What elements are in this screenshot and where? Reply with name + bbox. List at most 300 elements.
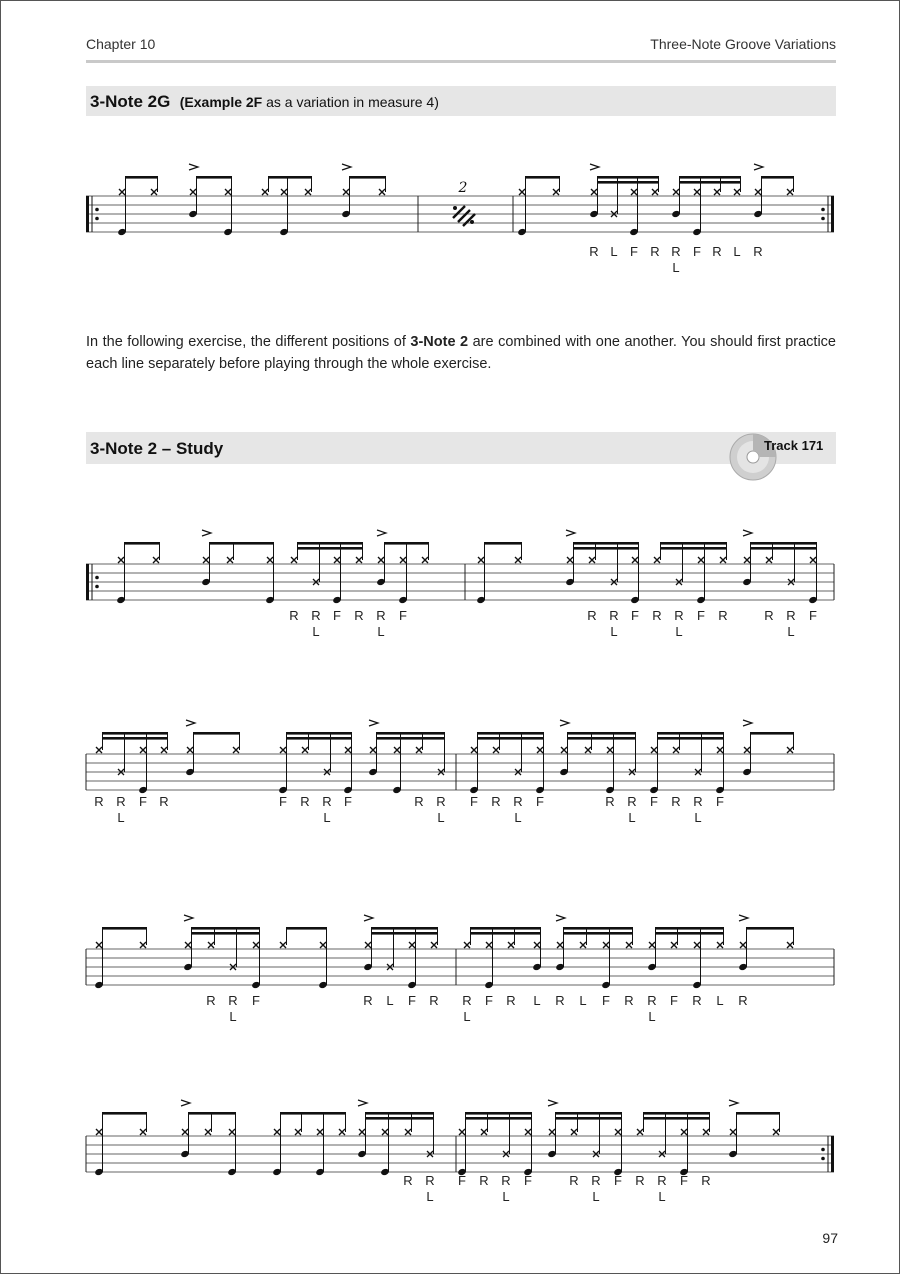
- hihat-note: [359, 1129, 365, 1135]
- study-heading-band: [86, 432, 836, 464]
- beam: [747, 927, 794, 930]
- hihat-note: [571, 1129, 577, 1135]
- sticking-letter: R: [569, 1173, 579, 1188]
- hihat-note: [161, 747, 167, 753]
- hihat-note: [773, 1129, 779, 1135]
- hihat-note: [233, 747, 239, 753]
- sticking-letter: F: [670, 993, 678, 1008]
- accent-mark: [560, 720, 569, 726]
- hihat-note: [787, 189, 793, 195]
- sticking-letter: R: [228, 993, 238, 1008]
- repeat-dot: [821, 208, 825, 212]
- sticking-letter: R: [462, 993, 472, 1008]
- hihat-note: [96, 942, 102, 948]
- hihat-note: [681, 1129, 687, 1135]
- sticking-letter: R: [363, 993, 373, 1008]
- repeat-dot: [821, 217, 825, 221]
- hihat-note: [755, 189, 761, 195]
- sticking-letter: F: [333, 608, 341, 623]
- beam: [598, 176, 659, 179]
- beam: [478, 737, 544, 740]
- hihat-note: [534, 942, 540, 948]
- beamed-note-group: [671, 176, 740, 236]
- hihat-note: [744, 747, 750, 753]
- hihat-note: [190, 189, 196, 195]
- hihat-note: [291, 557, 297, 563]
- beamed-note-group: [753, 164, 793, 218]
- beam: [281, 1112, 346, 1115]
- beam: [661, 547, 727, 550]
- sticking-letter-lower: L: [312, 624, 320, 639]
- beamed-note-group: [357, 1100, 433, 1176]
- sticking-letter: R: [738, 993, 748, 1008]
- repeat-count: 2: [458, 180, 468, 196]
- repeat-dot: [470, 220, 474, 224]
- hihat-note: [394, 747, 400, 753]
- hihat-note: [370, 747, 376, 753]
- hihat-note: [493, 747, 499, 753]
- beamed-note-group: [363, 915, 437, 989]
- hihat-note: [580, 942, 586, 948]
- hihat-note: [591, 189, 597, 195]
- beam: [680, 181, 741, 184]
- beam: [466, 1112, 532, 1115]
- sticking-letter-lower: L: [610, 624, 618, 639]
- hihat-note: [274, 1129, 280, 1135]
- sticking-letter: F: [536, 794, 544, 809]
- sticking-letter: R: [491, 794, 501, 809]
- hihat-note: [553, 189, 559, 195]
- accent-mark: [364, 915, 373, 921]
- beam: [556, 1112, 622, 1115]
- beamed-note-group: [555, 915, 632, 989]
- beam: [103, 732, 168, 735]
- hihat-note: [631, 189, 637, 195]
- sticking-letter: F: [470, 794, 478, 809]
- beam: [564, 932, 633, 935]
- sticking-letter: F: [631, 608, 639, 623]
- hihat-note: [464, 942, 470, 948]
- hihat-note: [717, 747, 723, 753]
- hihat-note: [409, 942, 415, 948]
- hihat-note: [187, 747, 193, 753]
- sticking-letter: R: [429, 993, 439, 1008]
- hihat-note: [787, 942, 793, 948]
- hihat-note: [320, 942, 326, 948]
- beamed-note-group: [547, 1100, 623, 1176]
- hihat-note: [486, 942, 492, 948]
- hihat-note: [607, 747, 613, 753]
- sticking-letter: R: [674, 608, 684, 623]
- beam: [192, 932, 260, 935]
- hihat-note: [654, 557, 660, 563]
- repeat-end-thick: [831, 1136, 834, 1172]
- sticking-letter: F: [279, 794, 287, 809]
- beam: [737, 1112, 780, 1115]
- beam: [287, 737, 352, 740]
- beam: [574, 542, 639, 545]
- hihat-note: [182, 1129, 188, 1135]
- hihat-note: [382, 1129, 388, 1135]
- hihat-note: [734, 189, 740, 195]
- hihat-note: [626, 942, 632, 948]
- beamed-note-group: [728, 1100, 779, 1158]
- example-subtitle-rest: as a variation in measure 4): [262, 94, 439, 110]
- hihat-note: [694, 189, 700, 195]
- sticking-letter-lower: L: [426, 1189, 434, 1204]
- beam: [751, 542, 817, 545]
- hihat-note: [649, 942, 655, 948]
- hihat-note: [295, 1129, 301, 1135]
- beamed-note-group: [262, 176, 312, 236]
- beam: [471, 932, 541, 935]
- beam: [366, 1112, 434, 1115]
- chapter-label: Chapter 10: [86, 36, 156, 52]
- sticking-letter: F: [139, 794, 147, 809]
- sticking-letter: L: [733, 244, 741, 259]
- beam: [478, 732, 544, 735]
- hihat-note: [339, 1129, 345, 1135]
- sticking-letter: F: [680, 1173, 688, 1188]
- beamed-note-group: [183, 915, 261, 989]
- beam: [751, 732, 794, 735]
- repeat-start-thick: [86, 196, 89, 232]
- hihat-note: [703, 1129, 709, 1135]
- beam: [377, 732, 445, 735]
- page-number: 97: [822, 1230, 838, 1246]
- beam: [210, 542, 274, 545]
- accent-mark: [739, 915, 748, 921]
- sticking-letter: R: [206, 993, 216, 1008]
- accent-mark: [369, 720, 378, 726]
- intro-text-after: are combined with one another. You should first practice each line separately before playing through the whole exercise.: [86, 334, 836, 372]
- sticking-letter: R: [627, 794, 637, 809]
- beam: [598, 181, 659, 184]
- study-title: 3-Note 2 – Study: [90, 439, 224, 458]
- example-subtitle-bold: (Example 2F: [179, 94, 263, 110]
- hihat-note: [508, 942, 514, 948]
- sticking-letter: L: [386, 993, 394, 1008]
- hihat-note: [140, 942, 146, 948]
- beam: [644, 1112, 710, 1115]
- hihat-note: [185, 942, 191, 948]
- sticking-letter: R: [94, 794, 104, 809]
- example-title-text: 3-Note 2G: [90, 92, 171, 111]
- repeat-dot: [821, 1148, 825, 1152]
- sticking-letter: R: [159, 794, 169, 809]
- sticking-letter: F: [344, 794, 352, 809]
- sticking-letter: F: [614, 1173, 622, 1188]
- beam: [377, 737, 445, 740]
- sticking-letter: R: [513, 794, 523, 809]
- sticking-letter-lower: L: [514, 810, 522, 825]
- repeat-dot: [453, 206, 457, 210]
- example-staff: [0, 150, 900, 290]
- sticking-letter: R: [753, 244, 763, 259]
- hihat-note: [140, 1129, 146, 1135]
- beamed-note-group: [201, 530, 275, 604]
- beam: [656, 932, 724, 935]
- sticking-letter: R: [609, 608, 619, 623]
- accent-mark: [358, 1100, 367, 1106]
- sticking-letter-lower: L: [694, 810, 702, 825]
- beam: [656, 927, 724, 930]
- accent-mark: [377, 530, 386, 536]
- sticking-letter: F: [693, 244, 701, 259]
- hihat-note: [537, 747, 543, 753]
- repeat-dot: [95, 217, 99, 221]
- hihat-note: [334, 557, 340, 563]
- repeat-dot: [95, 576, 99, 580]
- sticking-letter-lower: L: [502, 1189, 510, 1204]
- beam: [762, 176, 794, 179]
- hihat-note: [603, 942, 609, 948]
- hihat-note: [356, 557, 362, 563]
- hihat-note: [227, 557, 233, 563]
- beam: [366, 1117, 434, 1120]
- beam: [661, 542, 727, 545]
- sticking-letter: R: [591, 1173, 601, 1188]
- accent-mark: [743, 720, 752, 726]
- sticking-letter: R: [414, 794, 424, 809]
- sticking-letter: L: [533, 993, 541, 1008]
- hihat-note: [151, 189, 157, 195]
- hihat-note: [345, 747, 351, 753]
- beam: [298, 547, 363, 550]
- study-staff-line-2: [0, 710, 900, 840]
- section-title: Three-Note Groove Variations: [650, 36, 836, 52]
- hihat-note: [253, 942, 259, 948]
- beam: [385, 542, 429, 545]
- beam: [485, 542, 522, 545]
- beamed-note-group: [559, 720, 635, 794]
- beam: [298, 542, 363, 545]
- accent-mark: [590, 164, 599, 170]
- hihat-note: [281, 189, 287, 195]
- hihat-note: [585, 747, 591, 753]
- sticking-letter: R: [354, 608, 364, 623]
- sticking-letter: R: [701, 1173, 711, 1188]
- sticking-letter: R: [403, 1173, 413, 1188]
- hihat-note: [525, 1129, 531, 1135]
- sticking-letter: R: [652, 608, 662, 623]
- sticking-letter-lower: L: [648, 1009, 656, 1024]
- hihat-note: [378, 557, 384, 563]
- sticking-letter: R: [589, 244, 599, 259]
- hihat-note: [481, 1129, 487, 1135]
- hihat-note: [280, 942, 286, 948]
- beam: [751, 547, 817, 550]
- hihat-note: [302, 747, 308, 753]
- study-staff-line-4: [0, 1092, 900, 1222]
- beam: [350, 176, 386, 179]
- hihat-note: [405, 1129, 411, 1135]
- beam: [372, 927, 438, 930]
- beam: [526, 176, 560, 179]
- beam: [574, 547, 639, 550]
- sticking-letter: R: [425, 1173, 435, 1188]
- sticking-letter: R: [376, 608, 386, 623]
- hihat-note: [400, 557, 406, 563]
- hihat-note: [203, 557, 209, 563]
- hihat-note: [225, 189, 231, 195]
- hihat-note: [459, 1129, 465, 1135]
- sticking-letter: R: [712, 244, 722, 259]
- repeat-dot: [95, 585, 99, 589]
- sticking-letter: F: [650, 794, 658, 809]
- hihat-note: [673, 189, 679, 195]
- accent-mark: [743, 530, 752, 536]
- sticking-letter: R: [555, 993, 565, 1008]
- hihat-note: [652, 189, 658, 195]
- hihat-note: [515, 557, 521, 563]
- beamed-note-group: [188, 164, 233, 236]
- sticking-letter: F: [485, 993, 493, 1008]
- beamed-note-group: [94, 1112, 146, 1176]
- hihat-note: [651, 747, 657, 753]
- beam: [194, 732, 240, 735]
- hihat-note: [740, 942, 746, 948]
- sticking-letter: R: [692, 993, 702, 1008]
- hihat-note: [317, 1129, 323, 1135]
- sticking-letter-lower: L: [592, 1189, 600, 1204]
- intro-text-before: In the following exercise, the different positions of: [86, 334, 411, 350]
- sticking-letter: R: [300, 794, 310, 809]
- accent-mark: [729, 1100, 738, 1106]
- hihat-note: [519, 189, 525, 195]
- beam: [471, 927, 541, 930]
- hihat-note: [416, 747, 422, 753]
- sticking-letter-lower: L: [787, 624, 795, 639]
- sticking-letter: R: [587, 608, 597, 623]
- hihat-note: [766, 557, 772, 563]
- sticking-letter: R: [116, 794, 126, 809]
- beam: [287, 732, 352, 735]
- hihat-note: [810, 557, 816, 563]
- beam: [568, 732, 636, 735]
- accent-mark: [548, 1100, 557, 1106]
- beam: [189, 1112, 236, 1115]
- accent-mark: [556, 915, 565, 921]
- sticking-letter-lower: L: [323, 810, 331, 825]
- beam: [556, 1117, 622, 1120]
- example-title: [90, 92, 439, 112]
- sticking-letter: R: [647, 993, 657, 1008]
- hihat-note: [229, 1129, 235, 1135]
- sticking-letter-lower: L: [229, 1009, 237, 1024]
- sticking-letter-lower: L: [117, 810, 125, 825]
- sticking-letter: F: [809, 608, 817, 623]
- beam: [658, 737, 724, 740]
- sticking-letter-lower: L: [672, 260, 680, 275]
- beamed-note-group: [742, 720, 793, 776]
- sticking-letter: R: [624, 993, 634, 1008]
- hihat-note: [96, 1129, 102, 1135]
- sticking-letter: R: [605, 794, 615, 809]
- hihat-note: [673, 747, 679, 753]
- hihat-note: [637, 1129, 643, 1135]
- hihat-note: [549, 1129, 555, 1135]
- sticking-letter: F: [602, 993, 610, 1008]
- sticking-letter: R: [289, 608, 299, 623]
- beamed-note-group: [742, 530, 818, 604]
- sticking-letter: L: [610, 244, 618, 259]
- intro-paragraph: [86, 331, 836, 375]
- beamed-note-group: [185, 720, 239, 776]
- beamed-note-group: [589, 164, 658, 236]
- hihat-note: [589, 557, 595, 563]
- beamed-note-group: [376, 530, 428, 604]
- intro-text-bold: 3-Note 2: [410, 334, 469, 350]
- sticking-letter: R: [436, 794, 446, 809]
- accent-mark: [181, 1100, 190, 1106]
- beam: [644, 1117, 710, 1120]
- hihat-note: [379, 189, 385, 195]
- example-heading-band: [86, 86, 836, 116]
- beam: [564, 927, 633, 930]
- sticking-letter: R: [693, 794, 703, 809]
- hihat-note: [632, 557, 638, 563]
- sticking-letter: R: [501, 1173, 511, 1188]
- beam: [126, 176, 158, 179]
- hihat-note: [208, 942, 214, 948]
- sticking-letter: F: [697, 608, 705, 623]
- study-staff-line-3: [0, 905, 900, 1035]
- accent-mark: [189, 164, 198, 170]
- hihat-note: [140, 747, 146, 753]
- hihat-note: [96, 747, 102, 753]
- hihat-note: [671, 942, 677, 948]
- beamed-note-group: [738, 915, 793, 971]
- beam: [197, 176, 232, 179]
- beam: [103, 1112, 147, 1115]
- sticking-letter-lower: L: [628, 810, 636, 825]
- beam: [103, 737, 168, 740]
- hihat-note: [471, 747, 477, 753]
- hihat-note: [262, 189, 268, 195]
- beam: [658, 732, 724, 735]
- sticking-letter: L: [716, 993, 724, 1008]
- hihat-note: [730, 1129, 736, 1135]
- study-staff-line-1: [0, 520, 900, 650]
- sticking-letter: R: [671, 794, 681, 809]
- sticking-letter-lower: L: [377, 624, 385, 639]
- sticking-letter: R: [311, 608, 321, 623]
- sticking-letter-lower: L: [463, 1009, 471, 1024]
- beam: [125, 542, 160, 545]
- hihat-note: [714, 189, 720, 195]
- hihat-note: [567, 557, 573, 563]
- beam: [287, 927, 327, 930]
- beam: [680, 176, 741, 179]
- hihat-note: [365, 942, 371, 948]
- header-rule: [86, 60, 836, 63]
- beamed-note-group: [457, 1112, 533, 1176]
- repeat-dot: [821, 1157, 825, 1161]
- accent-mark: [186, 720, 195, 726]
- sticking-letter: R: [650, 244, 660, 259]
- beamed-note-group: [180, 1100, 237, 1176]
- hihat-note: [698, 557, 704, 563]
- repeat-dot: [95, 208, 99, 212]
- hihat-note: [305, 189, 311, 195]
- beamed-note-group: [637, 1112, 710, 1176]
- accent-mark: [566, 530, 575, 536]
- sticking-letter: F: [524, 1173, 532, 1188]
- sticking-letter: F: [252, 993, 260, 1008]
- hihat-note: [694, 942, 700, 948]
- sticking-letter: L: [579, 993, 587, 1008]
